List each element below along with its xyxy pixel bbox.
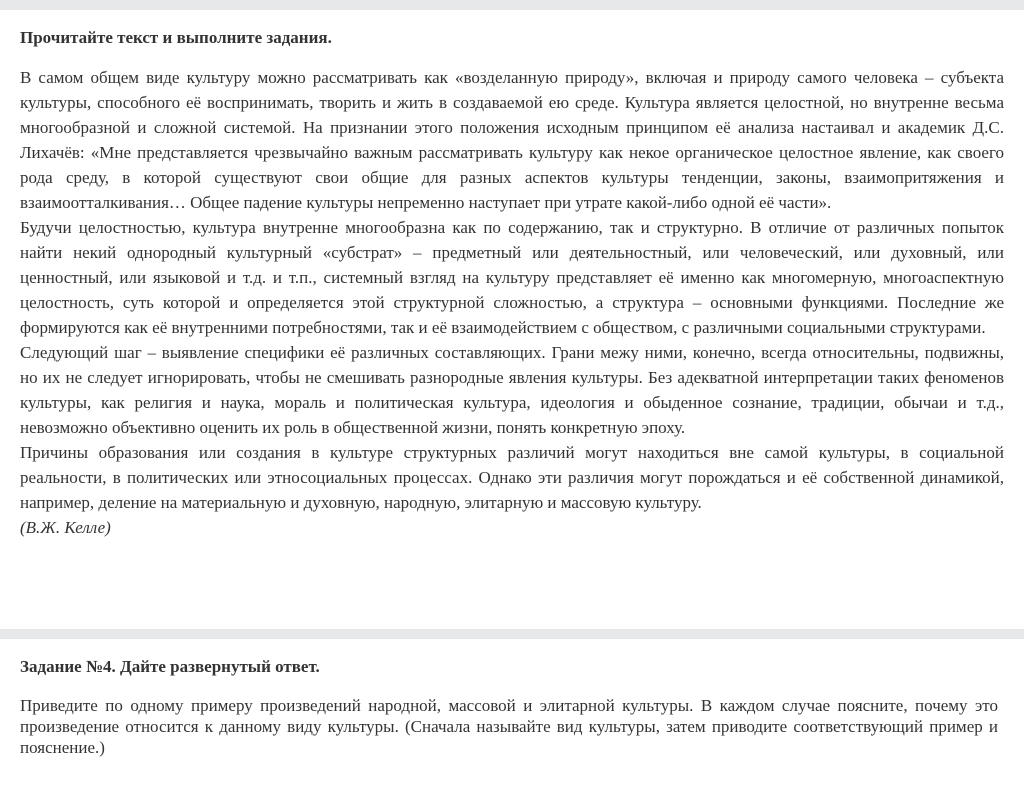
reading-author: (В.Ж. Келле) [20,518,111,537]
reading-paragraph-3: Следующий шаг – выявление специфики её различных составляющих. Грани межу ними, конечно, всегда относительны, подвижны, но их не следует игнорировать, чтобы не смешивать разнородные явления культуры. Без адекватной интерпретации таких феноменов культуры, как религия и наука, мораль и политическая культура, идеология и обыденное сознание, традиции, обычаи и т.д., невозможно объективно оценить их роль в общественной жизни, понять конкретную эпоху. [20,343,1004,437]
task-text: Приведите по одному примеру произведений народной, массовой и элитарной культуры. В каждом случае поясните, почему это произведение относится к данному виду культуры. (Сначала называйте вид культуры, затем приводите соответствующий пример и пояснение.) [20,696,998,757]
reading-paragraph-2: Будучи целостностью, культура внутренне многообразна как по содержанию, так и структурно. В отличие от различных попыток найти некий однородный культурный «субстрат» – предметный или деятельностный, или человеческий, или духовный, или ценностный, или языковой и т.д. и т.п., системный взгляд на культуру представляет её именно как многомерную, многоаспектную целостность, суть которой и определяется этой структурной сложностью, а структура – основными функциями. Последние же формируются как её внутренними потребностями, так и её взаимодействием с обществом, с различными социальными структурами. [20,218,1004,337]
reading-instruction-heading: Прочитайте текст и выполните задания. [20,28,332,47]
reading-paragraph-4: Причины образования или создания в культуре структурных различий могут находиться вне самой культуры, в социальной реальности, в политических или этносоциальных процессах. Однако эти различия могут порождаться и её собственной динамикой, например, деление на материальную и духовную, народную, элитарную и массовую культуру. [20,443,1004,512]
task-title: Задание №4. Дайте развернутый ответ. [20,657,320,676]
top-divider [0,0,1024,10]
reading-paragraph-1: В самом общем виде культуру можно рассматривать как «возделанную природу», включая и природу самого человека – субъекта культуры, способного её воспринимать, творить и жить в создаваемой ею среде. Культура является целостной, но внутренне весьма многообразной и сложной системой. На признании этого положения исходным принципом её анализа настаивал и академик Д.С. Лихачёв: «Мне представляется чрезвычайно важным рассматривать культуру как некое органическое целостное явление, как своего рода среду, в которой существуют свои общие для разных аспектов культуры тенденции, законы, взаимопритяжения и взаимоотталкивания… Общее падение культуры непременно наступает при утрате какой-либо одной её части». [20,68,1004,212]
reading-text [20,65,1004,540]
section-divider [0,629,1024,639]
